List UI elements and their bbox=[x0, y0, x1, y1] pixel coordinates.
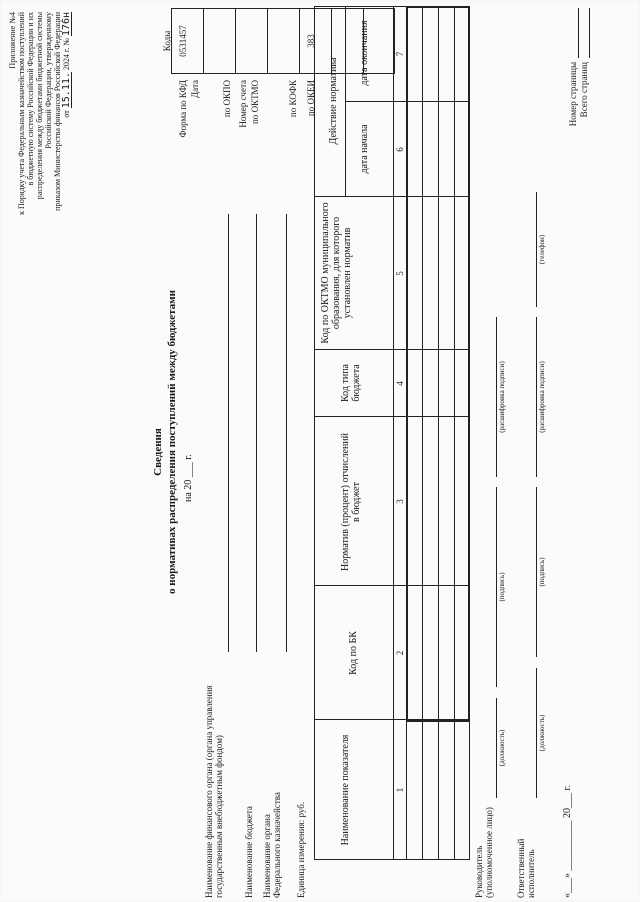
code-value-okei: 383 bbox=[306, 34, 316, 48]
exec-position-caption: (должность) bbox=[538, 714, 546, 752]
col-number: 7 bbox=[395, 51, 405, 57]
report-year: на 20 ___ г. bbox=[183, 454, 194, 502]
exec-phone-caption: (телефон) bbox=[538, 234, 546, 265]
col-number: 6 bbox=[395, 147, 405, 152]
document-subtitle: о нормативах распределения поступлений между бюджетами bbox=[166, 290, 178, 594]
field-unit: Единица измерения: руб. bbox=[296, 801, 306, 898]
total-pages-label: Всего страниц bbox=[579, 62, 589, 118]
total-pages-line bbox=[589, 8, 590, 58]
col-header-budget-type: Код типа бюджета bbox=[340, 364, 362, 402]
field-treasury-body-line bbox=[286, 214, 287, 652]
code-label-okei: по ОКЕИ bbox=[306, 80, 316, 117]
data-grid-frame bbox=[406, 6, 470, 722]
rotated-form-page bbox=[2, 2, 638, 902]
col-header-indicator: Наименование показателя bbox=[340, 734, 351, 846]
col-number: 1 bbox=[395, 787, 405, 793]
col-header-start-date: дата начала bbox=[359, 124, 370, 174]
col-number: 5 bbox=[395, 271, 405, 276]
page-number-label: Номер страницы bbox=[568, 62, 578, 127]
col-number: 2 bbox=[395, 650, 405, 656]
head-position-line bbox=[496, 698, 497, 798]
appendix-line: приказом Министерства финансов Российской Федерации bbox=[53, 12, 62, 211]
head-signature-caption: (подпись) bbox=[498, 572, 506, 602]
code-label-account: Номер счета bbox=[238, 80, 248, 128]
col-number: 3 bbox=[395, 499, 405, 504]
head-transcript-caption: (расшифровка подписи) bbox=[498, 361, 506, 433]
page-number-line bbox=[578, 8, 579, 58]
appendix-block bbox=[8, 12, 72, 342]
field-financial-body-line bbox=[228, 214, 229, 652]
appendix-line: к Порядку учета Федеральным казначейством поступлений bbox=[17, 12, 26, 215]
col-header-norm: Норматив (процент) отчислений в бюджет bbox=[340, 432, 362, 572]
exec-position-line bbox=[536, 668, 537, 798]
codes-header: Коды bbox=[162, 30, 172, 52]
exec-signature-caption: (подпись) bbox=[538, 557, 546, 587]
appendix-line: в бюджетную систему Российской Федерации и их bbox=[26, 12, 35, 186]
exec-transcript-caption: (расшифровка подписи) bbox=[538, 361, 546, 433]
exec-transcript-line bbox=[536, 317, 537, 477]
col-header-end-date: дата окончания bbox=[359, 20, 370, 86]
col-number: 4 bbox=[395, 381, 405, 386]
head-signature-line bbox=[496, 487, 497, 687]
code-value-kfd: 0531457 bbox=[178, 25, 188, 57]
appendix-number-value: 176н bbox=[61, 12, 72, 37]
col-header-norm-action: Действие норматива bbox=[328, 57, 339, 145]
code-label-date: Дата bbox=[190, 80, 200, 98]
field-budget-name: Наименование бюджета bbox=[244, 806, 254, 898]
appendix-line: Приложение №4 bbox=[8, 12, 17, 69]
exec-signature-line bbox=[536, 487, 537, 657]
col-header-kbk: Код по БК bbox=[348, 631, 359, 675]
head-label: Руководитель (уполномоченное лицо) bbox=[474, 807, 494, 898]
signing-date: «___» __________ 20___ г. bbox=[562, 785, 573, 898]
col-header-oktmo: Код по ОКТМО муниципального образования, для которого установлен норматив bbox=[320, 202, 353, 344]
document-sheet bbox=[2, 2, 638, 900]
code-label-oktmo: по ОКТМО bbox=[250, 80, 260, 124]
code-label-kofk: по КОФК bbox=[288, 80, 298, 118]
document-title: Сведения bbox=[152, 428, 164, 476]
code-label-kfd: Форма по КФД bbox=[178, 80, 188, 138]
appendix-date-value: 15.11. bbox=[61, 72, 72, 109]
head-position-caption: (должность) bbox=[498, 729, 506, 767]
appendix-line: распределения между бюджетами бюджетной системы bbox=[35, 12, 44, 200]
code-label-okpo: по ОКПО bbox=[222, 80, 232, 118]
exec-phone-line bbox=[536, 192, 537, 307]
executor-label: Ответственный исполнитель bbox=[516, 838, 536, 898]
field-financial-body: Наименование финансового органа (органа управления государственным внебюджетным фондом) bbox=[204, 685, 224, 898]
field-treasury-body: Наименование органа Федерального казначейства bbox=[262, 792, 282, 898]
appendix-date-line: от 15.11. 2024 г. № 176н bbox=[61, 12, 72, 118]
head-transcript-line bbox=[496, 317, 497, 477]
appendix-line: Российской Федерации, утвержденному bbox=[44, 12, 53, 149]
field-budget-name-line bbox=[256, 214, 257, 652]
